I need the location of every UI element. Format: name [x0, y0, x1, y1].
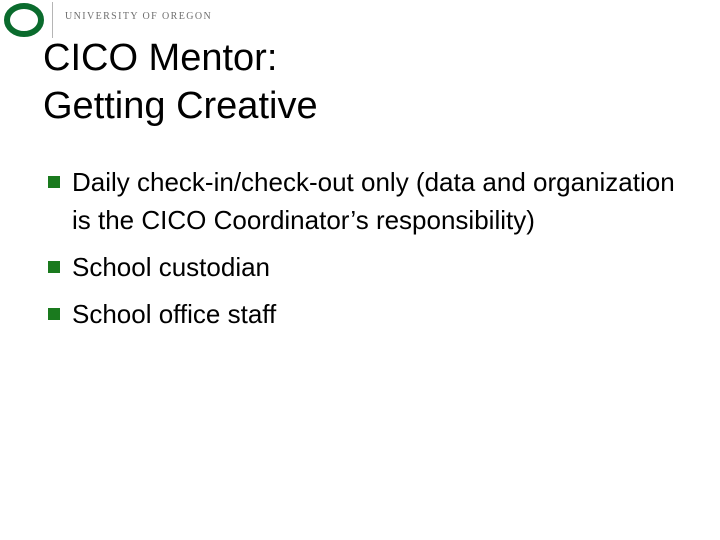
slide-title: [43, 34, 318, 130]
bullet-list: [44, 163, 684, 342]
logo-divider: [52, 2, 53, 38]
bullet-text: School custodian: [72, 252, 271, 282]
square-bullet-icon: [48, 176, 60, 188]
bullet-text: School office staff: [72, 299, 277, 329]
slide-title-line-1: CICO Mentor:: [43, 37, 278, 79]
square-bullet-icon: [48, 261, 60, 273]
square-bullet-icon: [48, 308, 60, 320]
bullet-item: [44, 248, 684, 286]
bullet-item: [44, 295, 684, 333]
oregon-o-logo-icon: [4, 3, 44, 37]
bullet-item: [44, 163, 684, 239]
bullet-text: Daily check-in/check-out only (data and organization is the CICO Coordinator’s responsibility): [72, 167, 675, 235]
university-name: UNIVERSITY OF OREGON: [65, 11, 213, 22]
slide-title-line-2: Getting Creative: [43, 85, 318, 127]
